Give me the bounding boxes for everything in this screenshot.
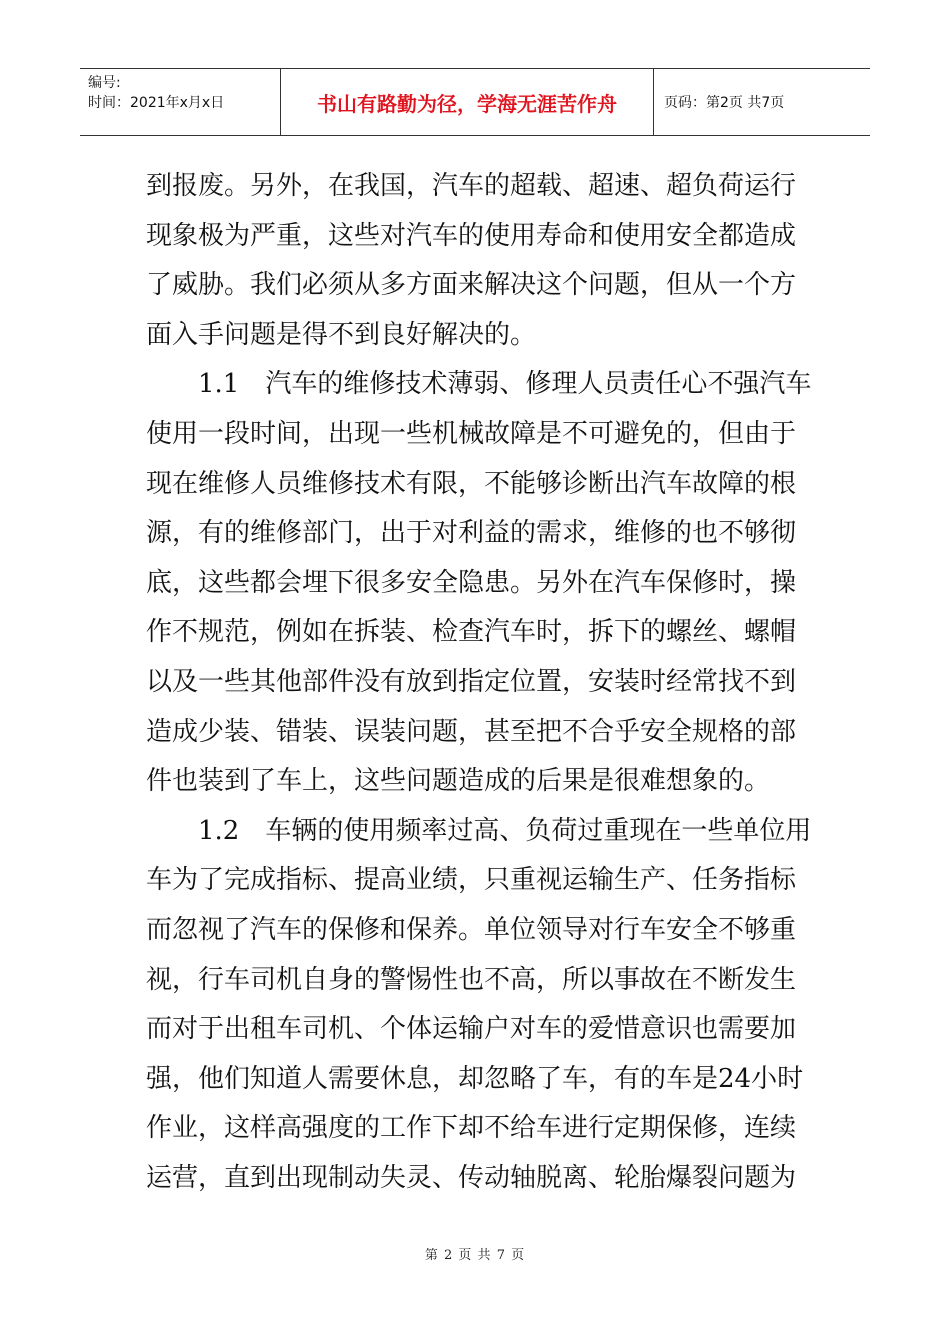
text-line: 车为了完成指标、提高业绩，只重视运输生产、任务指标 [146,865,797,896]
text-line: 运营，直到出现制动失灵、传动轴脱离、轮胎爆裂问题为 [146,1162,797,1193]
text-line: 面入手问题是得不到良好解决的。 [146,319,537,350]
text-line: 而对于出租车司机、个体运输户对车的爱惜意识也需要加 [146,1014,797,1045]
text-line: 到报废。另外，在我国，汽车的超载、超速、超负荷运行 [146,171,797,201]
text-line: 视，行车司机自身的警惕性也不高，所以事故在不断发生 [146,964,797,995]
text-line: 底，这些都会埋下很多安全隐患。另外在汽车保修时，操 [146,567,797,598]
section-heading-line: 1.1 汽车的维修技术薄弱、修理人员责任心不强汽车 [146,369,812,400]
page-footer: 第 2 页 共 7 页 [424,1248,526,1263]
text-line: 现在维修人员维修技术有限，不能够诊断出汽车故障的根 [146,468,797,499]
text-line: 了威胁。我们必须从多方面来解决这个问题，但从一个方 [146,270,797,301]
time-label: 时间：2021年x月x日 [88,95,225,111]
section-heading-line: 1.2 车辆的使用频率过高、负荷过重现在一些单位用 [146,815,812,846]
text-line: 现象极为严重，这些对汽车的使用寿命和使用安全都造成 [146,220,797,251]
text-line: 造成少装、错装、误装问题，甚至把不合乎安全规格的部 [146,716,797,747]
code-label: 编号: [88,75,121,91]
text-line: 作不规范，例如在拆装、检查汽车时，拆下的螺丝、螺帽 [146,617,797,648]
text-line: 以及一些其他部件没有放到指定位置，安装时经常找不到 [146,666,797,697]
text-line: 源，有的维修部门，出于对利益的需求，维修的也不够彻 [146,518,797,549]
header-page-info: 页码：第2页 共7页 [664,95,785,111]
text-line: 强，他们知道人需要休息，却忽略了车，有的车是24小时 [146,1063,804,1094]
header-left-cell [80,69,281,135]
header-motto: 书山有路勤为径，学海无涯苦作舟 [281,69,654,135]
document-body [146,162,816,1203]
text-line: 而忽视了汽车的保修和保养。单位领导对行车安全不够重 [146,914,797,945]
text-line: 使用一段时间，出现一些机械故障是不可避免的，但由于 [146,418,797,449]
text-line: 件也装到了车上，这些问题造成的后果是很难想象的。 [146,766,771,797]
page-header [80,68,870,136]
text-line: 作业，这样高强度的工作下却不给车进行定期保修，连续 [146,1113,797,1144]
